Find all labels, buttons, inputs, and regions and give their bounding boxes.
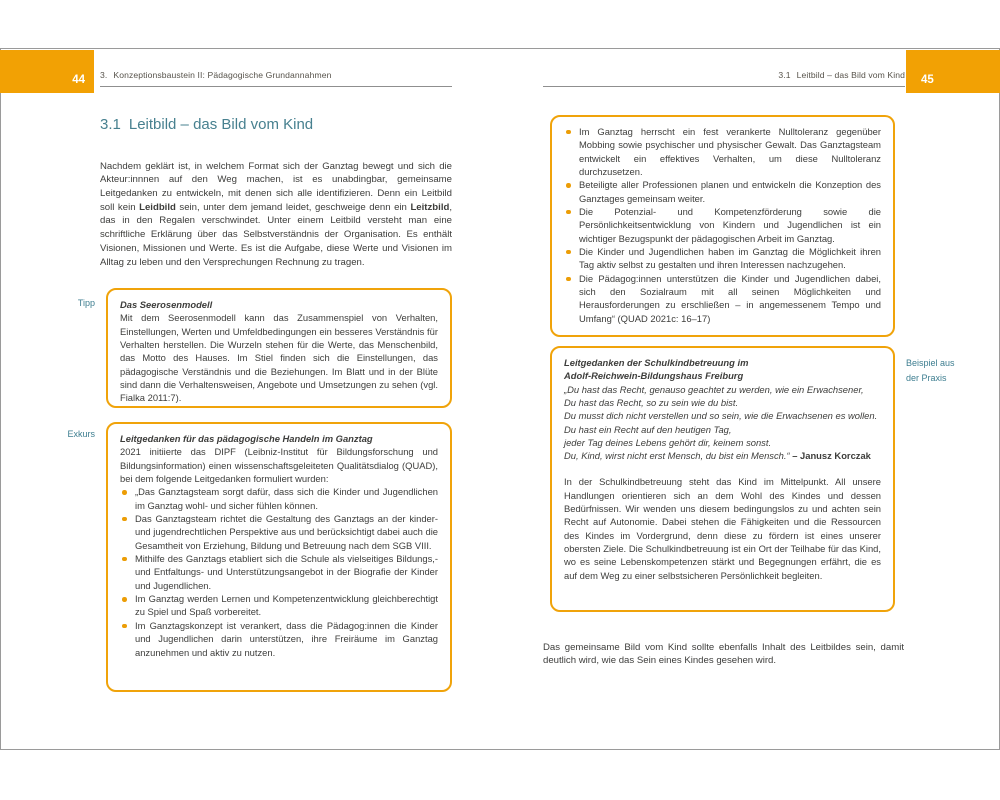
bullet-text: Im Ganztag herrscht ein fest verankerte Nulltoleranz gegenüber Mobbing sowie psychischer und physischer Gewalt. Das Ganztagsteam entwickelt ein effektives Verhalten, um diese Nulltoleranz durchzusetzen. <box>579 126 881 178</box>
poem-attribution: – Janusz Korczak <box>789 450 871 462</box>
margin-label-praxis-line2: der Praxis <box>906 372 947 383</box>
bullet-icon <box>122 517 127 522</box>
margin-label-tipp: Tipp <box>77 298 95 308</box>
running-header-right-number: 3.1 <box>778 70 791 80</box>
bullet-text: Im Ganztagskonzept ist verankert, dass die Pädagog:innen die Kinder und Jugendlichen darin unterstützen, ihre Freiräume im Ganztag anzunehmen und aktiv zu nutzen. <box>135 619 438 658</box>
praxis-box <box>550 346 895 612</box>
praxis-box-body: In der Schulkindbetreuung steht das Kind im Mittelpunkt. All unsere Handlungen orientieren sich an dem Wohl des Kindes und dessen Bedürfnissen. Wir wenden uns diesem bedingungslos zu und achten sein Recht auf Autonomie. Dabei stehen die Fähigkeiten und die Ressourcen des Kindes im Vordergrund, denn diese zu fördern ist eines unserer obersten Ziele. Die Schulkindbetreuung ist ein Ort der Teilhabe für das Kind, wo es seine Lebenskompetenzen stärkt und Begegnungen erfährt, die es auf dem Weg zu einer selbstsicheren Persönlichkeit begleiten. <box>564 476 881 581</box>
bullet-item <box>564 205 881 245</box>
exkurs-box-title: Leitgedanken für das pädagogische Handeln im Ganztag <box>120 433 373 444</box>
intro-bold-leidbild: Leidbild <box>139 201 176 213</box>
bullet-text: Das Ganztagsteam richtet die Gestaltung des Ganztags an der kinder- und jugendrechtlichen Perspektive aus und berücksichtigt dabei auch die Gesamtheit von Erziehung, Bildung und Betreuung nach dem SGB VIII. <box>135 513 438 551</box>
tipp-box <box>106 288 452 408</box>
intro-segment: sein, unter dem jemand leidet, geschweige denn ein <box>175 201 411 213</box>
tipp-box-body: Mit dem Seerosenmodell kann das Zusammenspiel von Verhalten, Einstellungen, Werten und Umfeldbedingungen ein besseres Verständnis für Verhalten herstellen. Die Wurzeln stehen für die Werte, das Menschenbild, das Motto des Hauses. Im Stiel finden sich die Einstellungen, das pädagogische Verständnis und die Beziehungen. Im Blatt und in der Blüte sind dann die Verhaltensweisen, Angebote und Umsetzungen zu sehen (vgl. Fialka 2011:7). <box>120 312 438 404</box>
running-header-left-text: Konzeptionsbaustein II: Pädagogische Grundannahmen <box>113 70 332 80</box>
poem-line: Du, Kind, wirst nicht erst Mensch, du bist ein Mensch.“ <box>564 450 790 462</box>
bullet-icon <box>566 183 571 188</box>
poem-line: Du hast ein Recht auf den heutigen Tag, <box>564 423 732 435</box>
poem-line: Du musst dich nicht verstellen und so sein, wie die Erwachsenen es wollen. <box>564 410 878 422</box>
section-title-text: Leitbild – das Bild vom Kind <box>128 116 314 133</box>
bullet-text: Die Potenzial- und Kompetenzförderung sowie die Persönlichkeitsentwicklung von Kindern und Jugendlichen ist ein wichtiger Bezugspunkt der pädagogischen Arbeit im Ganztag. <box>579 206 881 244</box>
praxis-box-title-line2: Adolf-Reichwein-Bildungshaus Freiburg <box>564 370 744 382</box>
page-number-tab-right <box>906 50 1000 93</box>
intro-bold-leitzbild: Leitzbild <box>410 201 450 213</box>
quad-bullet-list <box>564 125 881 325</box>
intro-segment: , das in den Regalen verschwindet. Unter einem Leitbild versteht man eine schriftliche Erklärung über das Selbstverständnis der Organisation. Es enthält Visionen, Missionen und Werte. Es ist die Aufgabe, diese Werte und Visionen im Alltag zu leben und den Versprechungen Rechnung zu tragen. <box>100 201 453 268</box>
bullet-item <box>564 125 881 178</box>
exkurs-box-intro: 2021 initiierte das DIPF (Leibniz-Institut für Bildungsforschung und Bildungsinformation) einen wissenschaftsgeleiteten Qualitätsdialog (QUAD), bei dem folgende Leitgedanken formuliert wurden: <box>120 446 438 485</box>
tipp-box-title: Das Seerosenmodell <box>120 299 213 310</box>
bullet-icon <box>566 130 571 135</box>
page-number-tab-left <box>0 50 94 93</box>
bullet-icon <box>566 277 571 282</box>
intro-paragraph <box>100 160 452 270</box>
bullet-icon <box>122 557 127 562</box>
intro-segment: Nachdem geklärt ist, in welchem Format sich der Ganztag bewegt und sich die Akteur:innnen auf den Weg machen, ist es unabdingbar, gemeinsame Leitgedanken zu entwickeln, mit denen sich alle identifizieren. Denn ein Leitbild soll kein <box>100 160 452 213</box>
exkurs-bullet-list <box>120 485 438 658</box>
section-title-number: 3.1 <box>100 116 121 133</box>
bullet-icon <box>122 624 127 629</box>
bullet-item <box>564 272 881 325</box>
poem-line: jeder Tag deines Lebens gehört dir, keinem sonst. <box>564 437 772 449</box>
bullet-icon <box>122 597 127 602</box>
bullet-text: Die Kinder und Jugendlichen haben im Ganztag die Möglichkeit ihren Tag aktiv selbst zu gestalten und ihren Interessen nachzugehen. <box>579 246 881 271</box>
bullet-text: „Das Ganztagsteam sorgt dafür, dass sich die Kinder und Jugendlichen im Ganztag wohl- und sicher fühlen können. <box>135 486 438 511</box>
poem-line: „Du hast das Recht, genauso geachtet zu werden, wie ein Erwachsener, <box>564 383 864 395</box>
bullet-item <box>120 592 438 619</box>
bullet-text: Die Pädagog:innen unterstützen die Kinder und Jugendlichen dabei, sich den Sozialraum mit all seinen Möglichkeiten und Herausforderungen zu erschließen – in angemessenem Tempo und Umfang“ (QUAD 2021c: 16–17) <box>579 272 881 324</box>
bullet-text: Mithilfe des Ganztags etabliert sich die Schule als vielseitiges Bildungs,- und Entfaltungs- und Unterstützungsangebot in der Biografie der Kinder und Jugendlichen. <box>135 553 438 591</box>
praxis-box-title-line1: Leitgedanken der Schulkindbetreuung im <box>564 357 749 368</box>
bullet-icon <box>566 250 571 255</box>
section-title <box>100 116 313 133</box>
bullet-item <box>564 178 881 205</box>
running-header-right-text: Leitbild – das Bild vom Kind <box>796 70 905 80</box>
bullet-text: Beteiligte aller Professionen planen und entwickeln die Konzeption des Ganztages gemeinsam weiter. <box>579 179 881 204</box>
margin-label-praxis-line1: Beispiel aus <box>906 358 955 368</box>
poem-line: Du hast das Recht, so zu sein wie du bist. <box>564 397 739 409</box>
bullet-item <box>120 485 438 512</box>
bullet-item <box>120 619 438 659</box>
exkurs-box <box>106 422 452 692</box>
bullet-item <box>120 552 438 592</box>
running-header-left <box>100 70 452 87</box>
bullet-item <box>564 245 881 272</box>
bullet-icon <box>566 210 571 215</box>
page-number-right: 45 <box>921 73 934 86</box>
running-header-right <box>543 70 905 87</box>
margin-label-praxis <box>906 356 996 385</box>
margin-label-exkurs: Exkurs <box>67 429 95 439</box>
page-number-left: 44 <box>72 73 85 86</box>
quad-leitgedanken-box <box>550 115 895 337</box>
closing-paragraph: Das gemeinsame Bild vom Kind sollte ebenfalls Inhalt des Leitbildes sein, damit deutlich wird, wie das Sein eines Kindes gesehen wird. <box>543 641 904 667</box>
running-header-left-number: 3. <box>100 70 108 80</box>
bullet-text: Im Ganztag werden Lernen und Kompetenzentwicklung gleichberechtigt zu Spiel und Spaß vorbereitet. <box>135 593 438 618</box>
poem-line-last <box>564 449 881 462</box>
bullet-icon <box>122 490 127 495</box>
bullet-item <box>120 512 438 552</box>
